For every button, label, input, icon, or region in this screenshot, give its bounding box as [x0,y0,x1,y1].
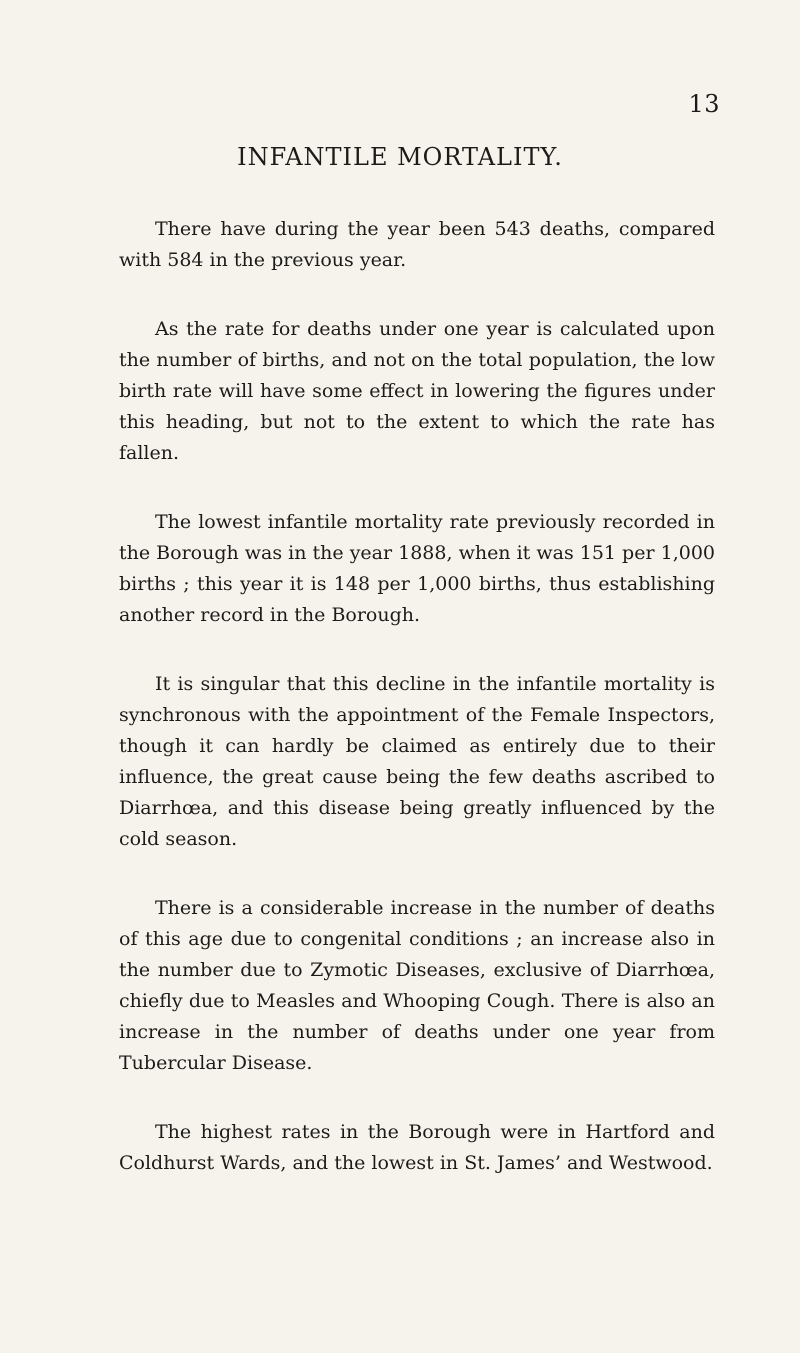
paragraph-2: As the rate for deaths under one year is calculated upon the number of births, and not on the total population, the low birth rate will have some effect in lowering the figures under this heading, but not to the extent to which the rate has fallen. [119,318,715,464]
body-text [119,214,715,1217]
paragraph-4: It is singular that this decline in the infantile mortality is synchronous with the appointment of the Female Inspectors, though it can hardly be claimed as entirely due to their influence, the great cause being the few deaths ascribed to Diarrhœa, and this disease being greatly influenced by the cold season. [119,673,715,850]
section-heading: INFANTILE MORTALITY. [237,143,563,171]
page-number: 13 [688,90,720,118]
paragraph-5: There is a considerable increase in the number of deaths of this age due to congenital conditions ; an increase also in the number due to Zymotic Diseases, exclusive of Diarrhœa, chiefly due to Measles and Whooping Cough. There is also an increase in the number of deaths under one year from Tubercular Disease. [119,897,715,1074]
paragraph-3: The lowest infantile mortality rate previously recorded in the Borough was in the year 1888, when it was 151 per 1,000 births ; this year it is 148 per 1,000 births, thus establishing another record in the Borough. [119,511,715,626]
paragraph-1: There have during the year been 543 deaths, compared with 584 in the previous year. [119,218,715,271]
paragraph-6: The highest rates in the Borough were in Hartford and Coldhurst Wards, and the lowest in St. James’ and Westwood. [119,1121,715,1174]
